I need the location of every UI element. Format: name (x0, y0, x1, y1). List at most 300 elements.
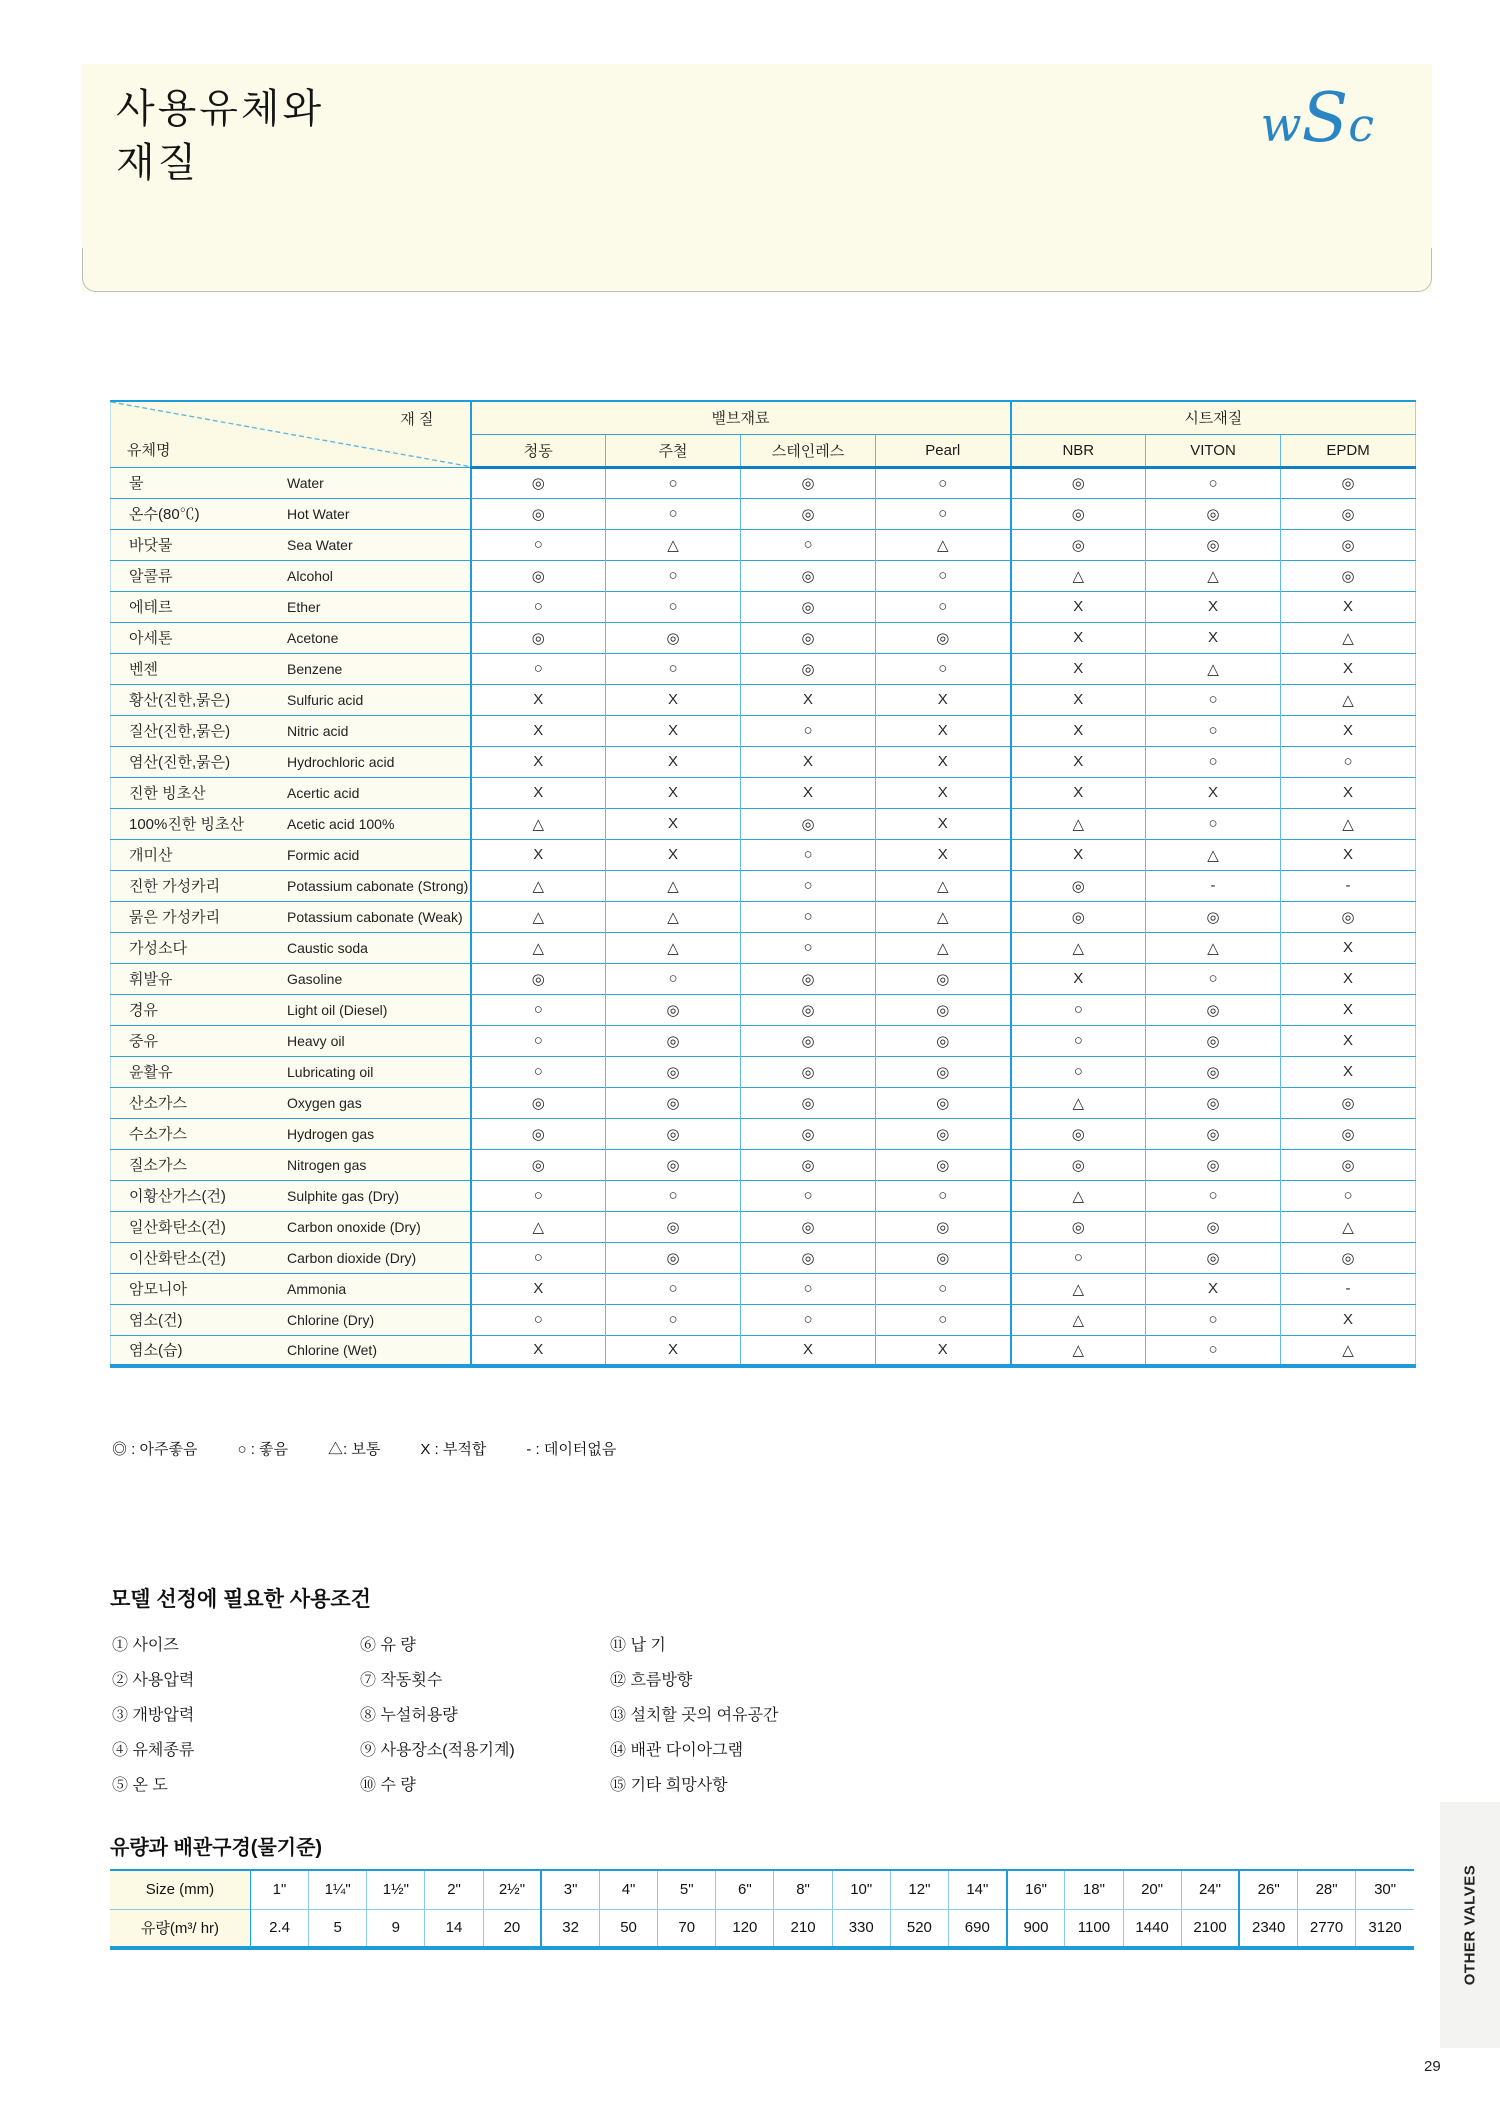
condition-item: ③ 개방압력 (112, 1707, 195, 1724)
compat-cell: ◎ (741, 963, 876, 994)
compat-cell: X (1011, 591, 1146, 622)
flow-cell: 70 (658, 1909, 716, 1948)
size-cell: 6" (716, 1870, 774, 1909)
compat-cell: △ (876, 932, 1011, 963)
compat-cell: ◎ (1146, 498, 1281, 529)
compat-cell: ◎ (1011, 529, 1146, 560)
fluid-name-kr: 일산화탄소(건) (129, 1219, 226, 1236)
compat-cell: △ (471, 870, 606, 901)
compat-cell: ○ (1281, 746, 1416, 777)
compat-cell: ◎ (1146, 1211, 1281, 1242)
table-row (111, 467, 1416, 498)
compat-cell: X (606, 808, 741, 839)
compat-cell: ◎ (741, 560, 876, 591)
compat-cell: ◎ (876, 1118, 1011, 1149)
compat-cell: ○ (741, 1304, 876, 1335)
compat-cell: ◎ (471, 1118, 606, 1149)
conditions-section-title: 모델 선정에 필요한 사용조건 (110, 1588, 371, 1611)
fluid-name-cell (111, 1025, 471, 1056)
flow-cell: 1440 (1123, 1909, 1181, 1948)
compat-cell: X (471, 1335, 606, 1366)
compat-cell: ○ (1146, 1335, 1281, 1366)
table-row (111, 808, 1416, 839)
compat-cell: ◎ (876, 994, 1011, 1025)
fluid-name-cell (111, 1335, 471, 1366)
compat-cell: △ (1281, 808, 1416, 839)
compat-cell: ◎ (1011, 901, 1146, 932)
compat-cell: △ (471, 901, 606, 932)
compat-cell: - (1146, 870, 1281, 901)
column-header-6: VITON (1146, 434, 1281, 467)
fluid-name-kr: 염소(습) (129, 1342, 183, 1360)
table-row (111, 715, 1416, 746)
compat-cell: X (876, 715, 1011, 746)
compat-cell: ◎ (1281, 498, 1416, 529)
compat-cell: ○ (876, 1180, 1011, 1211)
compat-cell: ○ (1146, 1304, 1281, 1335)
compat-cell: ◎ (471, 560, 606, 591)
table-row (111, 684, 1416, 715)
compat-cell: ○ (1146, 715, 1281, 746)
compat-cell: ○ (471, 529, 606, 560)
fluid-name-en: Sulfuric acid (287, 692, 364, 708)
compat-cell: X (471, 746, 606, 777)
compat-cell: ◎ (876, 1025, 1011, 1056)
table-row (111, 591, 1416, 622)
compat-cell: ○ (471, 1242, 606, 1273)
fluid-name-en: Water (287, 475, 324, 491)
size-row-label: Size (mm) (110, 1870, 250, 1909)
compat-cell: ◎ (1011, 1211, 1146, 1242)
fluid-name-kr: 염소(건) (129, 1312, 183, 1329)
compat-cell: ◎ (1146, 901, 1281, 932)
compat-cell: ○ (471, 1304, 606, 1335)
fluid-name-kr: 알콜류 (129, 568, 173, 585)
fluid-name-cell (111, 498, 471, 529)
compat-cell: X (471, 715, 606, 746)
compat-cell: ◎ (606, 1025, 741, 1056)
compat-cell: ◎ (1281, 1087, 1416, 1118)
column-header-5: NBR (1011, 434, 1146, 467)
flow-cell: 2100 (1181, 1909, 1239, 1948)
fluid-name-en: Hydrochloric acid (287, 754, 395, 770)
compat-cell: ◎ (1281, 901, 1416, 932)
condition-item: ② 사용압력 (112, 1672, 195, 1689)
fluid-name-kr: 벤젠 (129, 661, 158, 678)
compat-cell: △ (1281, 1335, 1416, 1366)
table-row (111, 1087, 1416, 1118)
condition-item: ④ 유체종류 (112, 1742, 195, 1759)
compat-cell: ◎ (1146, 529, 1281, 560)
compat-cell: X (1011, 839, 1146, 870)
fluid-name-kr: 개미산 (129, 847, 173, 864)
size-cell: 8" (774, 1870, 832, 1909)
compat-cell: ◎ (1011, 1149, 1146, 1180)
flow-cell: 2770 (1298, 1909, 1356, 1948)
compat-cell: X (1146, 1273, 1281, 1304)
table-row (111, 1273, 1416, 1304)
fluid-name-kr: 휘발유 (129, 971, 173, 988)
fluid-name-cell (111, 1087, 471, 1118)
compat-cell: ◎ (606, 1056, 741, 1087)
fluid-name-en: Chlorine (Dry) (287, 1312, 375, 1328)
fluid-name-en: Lubricating oil (287, 1064, 374, 1080)
column-header-3: 스테인레스 (741, 434, 876, 467)
fluid-name-en: Acertic acid (287, 785, 360, 801)
compat-cell: ○ (471, 653, 606, 684)
condition-item: ⑧ 누설허용량 (360, 1707, 458, 1724)
compat-cell: ○ (876, 560, 1011, 591)
compat-cell: ○ (741, 1180, 876, 1211)
fluid-name-kr: 중유 (129, 1033, 158, 1050)
fluid-name-en: Chlorine (Wet) (287, 1342, 377, 1359)
compat-cell: ◎ (741, 1087, 876, 1118)
logo-char: w (1260, 97, 1302, 153)
compat-cell: ◎ (741, 1056, 876, 1087)
compat-cell: ◎ (471, 1087, 606, 1118)
compat-cell: ◎ (606, 1242, 741, 1273)
fluid-name-cell (111, 1273, 471, 1304)
fluid-name-en: Carbon dioxide (Dry) (287, 1250, 417, 1266)
compat-cell: ○ (1281, 1180, 1416, 1211)
compat-cell: X (1146, 777, 1281, 808)
compat-cell: ◎ (741, 1242, 876, 1273)
compat-cell: X (1011, 963, 1146, 994)
compat-cell: ○ (741, 1273, 876, 1304)
legend-item: △: 보통 (328, 1441, 381, 1458)
compat-cell: ◎ (1281, 1149, 1416, 1180)
table-row (111, 777, 1416, 808)
compat-cell: X (741, 777, 876, 808)
compat-cell: △ (1011, 1335, 1146, 1366)
compat-cell: ◎ (606, 1149, 741, 1180)
fluid-name-cell (111, 1180, 471, 1211)
compat-cell: △ (1011, 560, 1146, 591)
compat-cell: X (876, 746, 1011, 777)
compat-cell: X (1281, 1304, 1416, 1335)
corner-cell (111, 401, 471, 467)
compat-cell: ◎ (741, 994, 876, 1025)
compat-cell: X (876, 777, 1011, 808)
compat-cell: X (606, 684, 741, 715)
compat-cell: X (1011, 622, 1146, 653)
compat-cell: X (606, 746, 741, 777)
flow-cell: 210 (774, 1909, 832, 1948)
condition-item: ⑮ 기타 희망사항 (610, 1777, 728, 1794)
compat-cell: △ (471, 1211, 606, 1242)
table-row (111, 529, 1416, 560)
fluid-name-en: Formic acid (287, 847, 360, 863)
compat-cell: ○ (606, 591, 741, 622)
compat-cell: ○ (606, 560, 741, 591)
compat-cell: ○ (471, 994, 606, 1025)
size-cell: 2" (425, 1870, 483, 1909)
fluid-name-cell (111, 622, 471, 653)
compat-cell: ◎ (1281, 467, 1416, 498)
table-row (111, 1025, 1416, 1056)
size-cell: 16" (1007, 1870, 1065, 1909)
compat-cell: ○ (1146, 808, 1281, 839)
table-row (111, 653, 1416, 684)
flow-cell: 330 (832, 1909, 890, 1948)
compat-cell: ◎ (1281, 529, 1416, 560)
logo-char: S (1301, 79, 1349, 158)
fluid-name-en: Light oil (Diesel) (287, 1002, 388, 1018)
compat-cell: ◎ (741, 1118, 876, 1149)
fluid-name-cell (111, 870, 471, 901)
fluid-name-en: Caustic soda (287, 940, 368, 956)
flow-cell: 2.4 (250, 1909, 308, 1948)
compat-cell: X (1146, 622, 1281, 653)
fluid-name-kr: 물 (129, 475, 144, 492)
page-title-line2: 재질 (116, 141, 200, 185)
fluid-name-kr: 질산(진한,묽은) (129, 723, 231, 740)
fluid-name-cell (111, 591, 471, 622)
compat-cell: ◎ (876, 1211, 1011, 1242)
compat-cell: △ (1011, 808, 1146, 839)
compat-cell: △ (1011, 1304, 1146, 1335)
compat-cell: X (1281, 715, 1416, 746)
fluid-name-kr: 수소가스 (129, 1126, 187, 1143)
compat-cell: X (606, 839, 741, 870)
compat-cell: X (1011, 653, 1146, 684)
compat-cell: ◎ (741, 467, 876, 498)
compat-cell: - (1281, 1273, 1416, 1304)
compat-cell: ◎ (1146, 1025, 1281, 1056)
fluid-name-cell (111, 777, 471, 808)
compat-cell: X (1011, 746, 1146, 777)
compat-cell: ◎ (606, 994, 741, 1025)
compat-cell: △ (1281, 684, 1416, 715)
compat-cell: △ (606, 932, 741, 963)
compat-cell: ○ (1146, 467, 1281, 498)
side-tab-other-valves (1440, 1802, 1500, 2048)
fluid-name-cell (111, 746, 471, 777)
compat-cell: ◎ (606, 622, 741, 653)
fluid-name-cell (111, 994, 471, 1025)
compat-cell: ◎ (1011, 870, 1146, 901)
compat-cell: ○ (606, 1273, 741, 1304)
compat-cell: ◎ (876, 1149, 1011, 1180)
compat-cell: ○ (741, 901, 876, 932)
compat-cell: ○ (876, 653, 1011, 684)
conditions-column-1 (112, 1628, 360, 1803)
compat-cell: △ (1146, 653, 1281, 684)
fluid-name-en: Sea Water (287, 537, 353, 553)
fluid-material-compatibility-table (110, 400, 1416, 1368)
fluid-name-kr: 윤활유 (129, 1064, 173, 1081)
compat-cell: ◎ (1146, 1056, 1281, 1087)
compat-cell: X (1146, 591, 1281, 622)
table-row (111, 622, 1416, 653)
compat-cell: ○ (741, 870, 876, 901)
fluid-name-cell (111, 560, 471, 591)
fluid-name-kr: 묽은 가성카리 (129, 909, 221, 926)
compat-cell: ◎ (1011, 1118, 1146, 1149)
fluid-name-cell (111, 715, 471, 746)
fluid-name-kr: 에테르 (129, 599, 173, 616)
fluid-name-kr: 경유 (129, 1002, 158, 1019)
compat-cell: ◎ (1281, 1118, 1416, 1149)
compat-cell: ◎ (471, 963, 606, 994)
compat-cell: ◎ (741, 653, 876, 684)
fluid-name-en: Hot Water (287, 506, 350, 522)
compat-cell: ○ (606, 1180, 741, 1211)
compat-cell: X (876, 839, 1011, 870)
compat-cell: △ (1281, 622, 1416, 653)
table-row (111, 1242, 1416, 1273)
compat-cell: ○ (471, 591, 606, 622)
table-row (111, 901, 1416, 932)
compat-cell: ○ (876, 591, 1011, 622)
fluid-name-kr: 진한 가성카리 (129, 878, 221, 895)
compat-cell: X (1011, 684, 1146, 715)
fluid-name-cell (111, 684, 471, 715)
symbol-legend (112, 1438, 616, 1459)
size-cell: 28" (1298, 1870, 1356, 1909)
page-title-line1: 사용유체와 (116, 87, 325, 131)
compat-cell: X (606, 1335, 741, 1366)
fluid-name-kr: 100%진한 빙초산 (129, 816, 244, 833)
compat-cell: X (606, 777, 741, 808)
fluid-name-kr: 진한 빙초산 (129, 785, 206, 802)
compat-cell: X (1011, 777, 1146, 808)
fluid-name-kr: 아세톤 (129, 630, 173, 647)
compat-cell: ○ (1146, 963, 1281, 994)
compat-cell: ◎ (876, 963, 1011, 994)
compat-cell: △ (1281, 1211, 1416, 1242)
compat-cell: △ (1011, 1087, 1146, 1118)
size-cell: 1½" (367, 1870, 425, 1909)
flow-cell: 1100 (1065, 1909, 1123, 1948)
fluid-name-kr: 이산화탄소(건) (129, 1250, 226, 1267)
column-header-4: Pearl (876, 434, 1011, 467)
compat-cell: ○ (1011, 1056, 1146, 1087)
table-row (111, 839, 1416, 870)
compat-cell: X (471, 839, 606, 870)
compat-cell: ◎ (1146, 1118, 1281, 1149)
condition-item: ⑤ 온 도 (112, 1777, 168, 1794)
fluid-name-kr: 이황산가스(건) (129, 1188, 226, 1205)
condition-item: ⑥ 유 량 (360, 1637, 416, 1654)
compat-cell: ◎ (876, 1242, 1011, 1273)
fluid-name-kr: 가성소다 (129, 940, 187, 957)
fluid-name-en: Hydrogen gas (287, 1126, 375, 1142)
fluid-name-cell (111, 529, 471, 560)
table-row (111, 560, 1416, 591)
compat-cell: ○ (741, 839, 876, 870)
size-row (110, 1870, 1414, 1909)
fluid-name-en: Potassium cabonate (Weak) (287, 909, 463, 925)
condition-item: ⑨ 사용장소(적용기계) (360, 1742, 515, 1759)
size-cell: 14" (948, 1870, 1006, 1909)
header-bracket (82, 248, 1432, 292)
conditions-list (112, 1628, 1030, 1803)
compat-cell: ◎ (1011, 467, 1146, 498)
compat-cell: ○ (1011, 1242, 1146, 1273)
flow-row-label: 유량(m³/ hr) (110, 1909, 250, 1948)
fluid-name-en: Potassium cabonate (Strong) (287, 878, 469, 894)
fluid-name-cell (111, 808, 471, 839)
condition-item: ⑪ 납 기 (610, 1637, 666, 1654)
size-cell: 26" (1239, 1870, 1297, 1909)
condition-item: ① 사이즈 (112, 1637, 179, 1654)
flow-cell: 120 (716, 1909, 774, 1948)
compat-cell: ○ (1011, 1025, 1146, 1056)
fluid-name-en: Benzene (287, 661, 343, 677)
fluid-name-cell (111, 1118, 471, 1149)
compat-cell: ◎ (1146, 1149, 1281, 1180)
table-row (111, 1149, 1416, 1180)
size-cell: 24" (1181, 1870, 1239, 1909)
group-header-seat-material: 시트재질 (1011, 401, 1416, 434)
compat-cell: ◎ (471, 622, 606, 653)
condition-item: ⑭ 배관 다이아그램 (610, 1742, 744, 1759)
compat-cell: ○ (1146, 746, 1281, 777)
compat-cell: ◎ (1146, 994, 1281, 1025)
table-row (111, 1304, 1416, 1335)
compat-cell: ○ (876, 1273, 1011, 1304)
legend-item: ◎ : 아주좋음 (112, 1441, 198, 1458)
flow-cell: 900 (1007, 1909, 1065, 1948)
fluid-name-cell (111, 963, 471, 994)
compat-cell: ○ (741, 529, 876, 560)
conditions-column-3 (610, 1628, 1030, 1803)
fluid-name-kr: 온수(80℃) (129, 506, 200, 523)
fluid-name-cell (111, 1304, 471, 1335)
compat-cell: ◎ (1281, 560, 1416, 591)
compat-cell: ◎ (606, 1211, 741, 1242)
compat-cell: ◎ (471, 467, 606, 498)
compat-cell: △ (1146, 839, 1281, 870)
compat-cell: △ (471, 932, 606, 963)
compat-cell: ◎ (1146, 1087, 1281, 1118)
compat-cell: ○ (1146, 1180, 1281, 1211)
fluid-name-en: Nitrogen gas (287, 1157, 367, 1173)
legend-item: X : 부적합 (420, 1441, 487, 1458)
legend-item: - : 데이터없음 (526, 1441, 617, 1458)
compat-cell: ◎ (606, 1118, 741, 1149)
compat-cell: △ (1011, 1180, 1146, 1211)
flow-cell: 9 (367, 1909, 425, 1948)
fluid-name-en: Acetic acid 100% (287, 816, 395, 832)
table-row (111, 1211, 1416, 1242)
size-cell: 1¼" (309, 1870, 367, 1909)
table-row (111, 1056, 1416, 1087)
compat-cell: X (1281, 591, 1416, 622)
flow-cell: 690 (948, 1909, 1006, 1948)
table-row (111, 1335, 1416, 1366)
table-row (111, 1118, 1416, 1149)
size-cell: 12" (890, 1870, 948, 1909)
compat-cell: X (1011, 715, 1146, 746)
column-header-2: 주철 (606, 434, 741, 467)
fluid-name-kr: 질소가스 (129, 1157, 187, 1174)
compat-cell: △ (876, 901, 1011, 932)
compat-cell: ○ (606, 467, 741, 498)
column-header-1: 청동 (471, 434, 606, 467)
fluid-name-cell (111, 653, 471, 684)
compat-cell: △ (1146, 932, 1281, 963)
fluid-name-en: Heavy oil (287, 1033, 345, 1049)
condition-item: ⑦ 작동횟수 (360, 1672, 443, 1689)
company-logo (1261, 74, 1374, 181)
compat-cell: X (741, 746, 876, 777)
size-cell: 4" (599, 1870, 657, 1909)
size-cell: 1" (250, 1870, 308, 1909)
fluid-name-kr: 황산(진한,묽은) (129, 692, 231, 709)
compat-cell: X (1281, 653, 1416, 684)
